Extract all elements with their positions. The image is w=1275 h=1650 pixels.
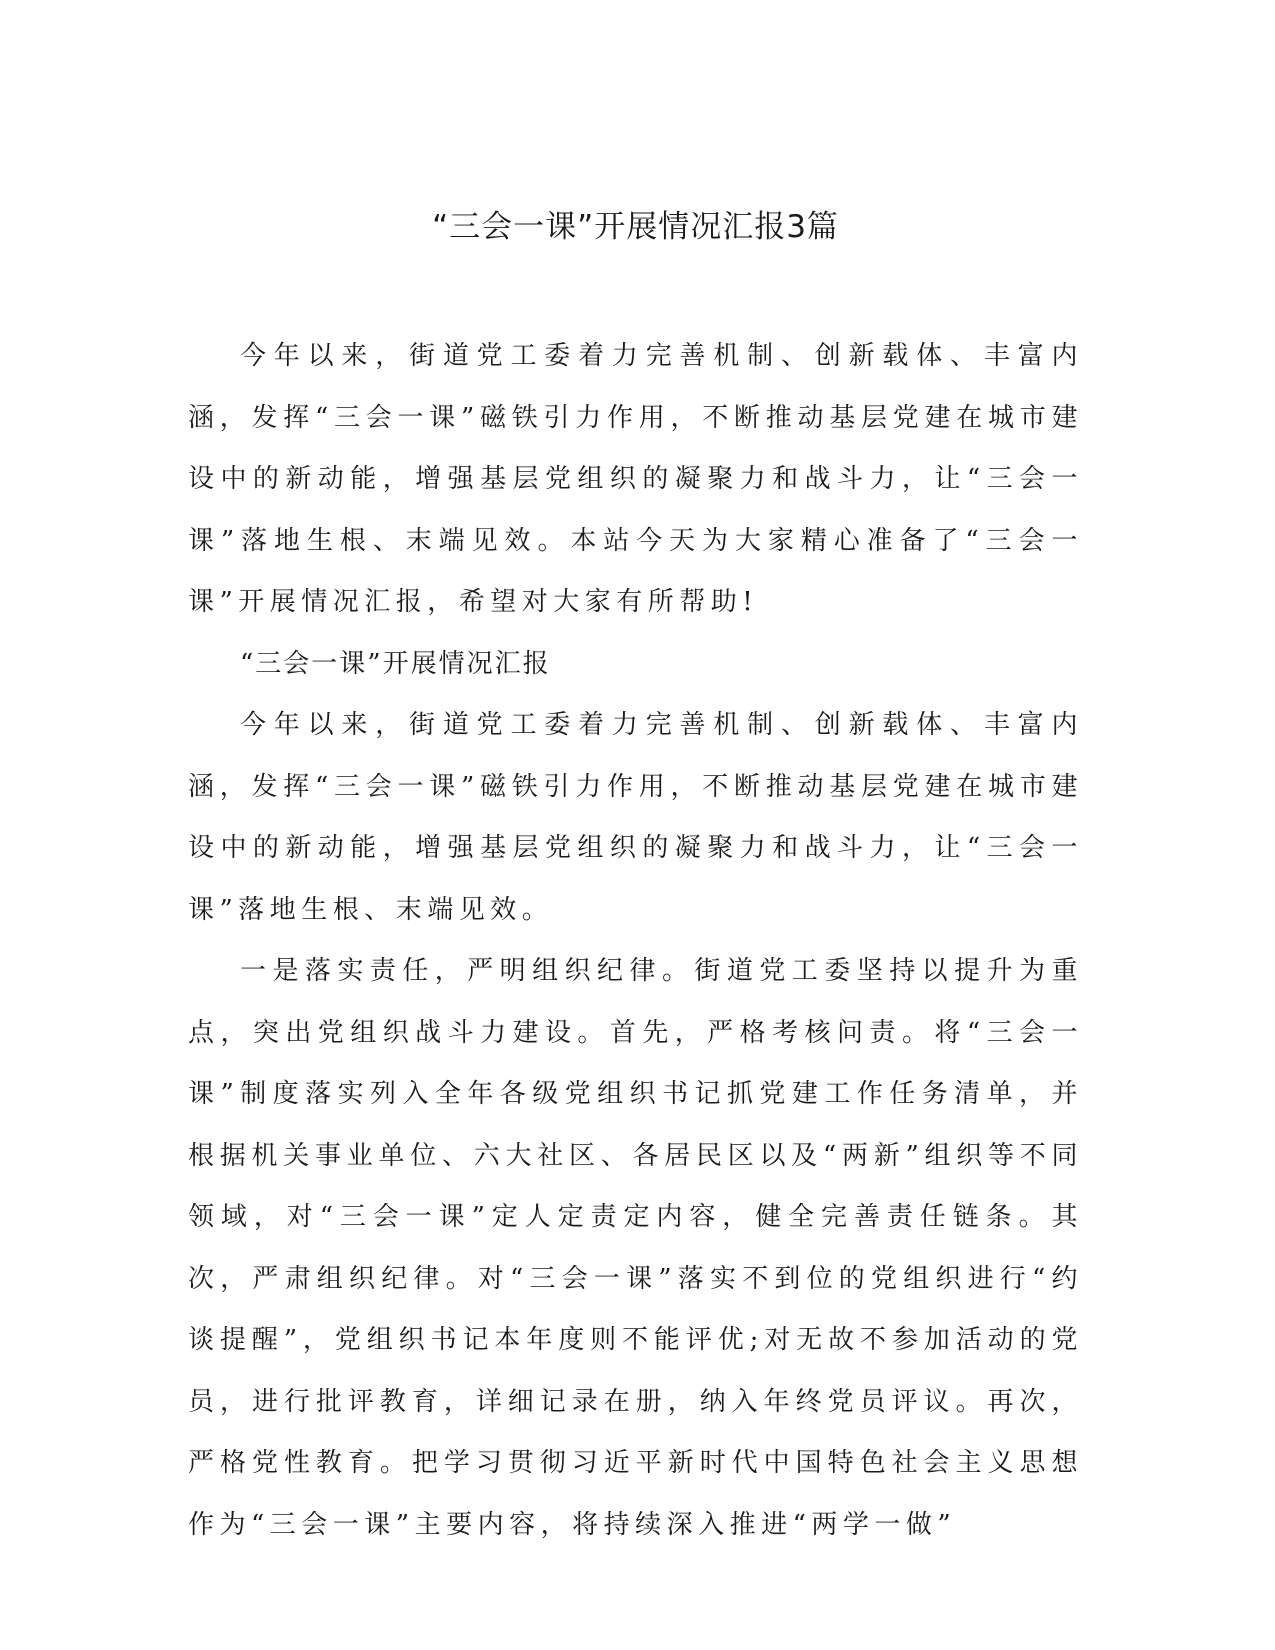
document-title: “三会一课”开展情况汇报3篇 [432,209,839,245]
summary-paragraph: 今年以来，街道党工委着力完善机制、创新载体、丰富内涵，发挥“三会一课”磁铁引力作用，不断推动基层党建在城市建设中的新动能，增强基层党组织的凝聚力和战斗力，让“三会一课”落地生根、末端见效。 [188,710,1083,925]
point-one-paragraph: 一是落实责任，严明组织纪律。街道党工委坚持以提升为重点，突出党组织战斗力建设。首先，严格考核问责。将“三会一课”制度落实列入全年各级党组织书记抓党建工作任务清单，并根据机关事业单位、六大社区、各居民区以及“两新”组织等不同领域，对“三会一课”定人定责定内容，健全完善责任链条。其次，严肃组织纪律。对“三会一课”落实不到位的党组织进行“约谈提醒”，党组织书记本年度则不能评优;对无故不参加活动的党员，进行批评教育，详细记录在册，纳入年终党员评议。再次，严格党性教育。把学习贯彻习近平新时代中国特色社会主义思想作为“三会一课”主要内容，将持续深入推进“两学一做” [188,956,1083,1540]
document-body [188,326,1083,1556]
intro-paragraph: 今年以来，街道党工委着力完善机制、创新载体、丰富内涵，发挥“三会一课”磁铁引力作用，不断推动基层党建在城市建设中的新动能，增强基层党组织的凝聚力和战斗力，让“三会一课”落地生根、末端见效。本站今天为大家精心准备了“三会一课”开展情况汇报，希望对大家有所帮助! [188,341,1083,617]
section-heading: “三会一课”开展情况汇报 [240,648,551,679]
